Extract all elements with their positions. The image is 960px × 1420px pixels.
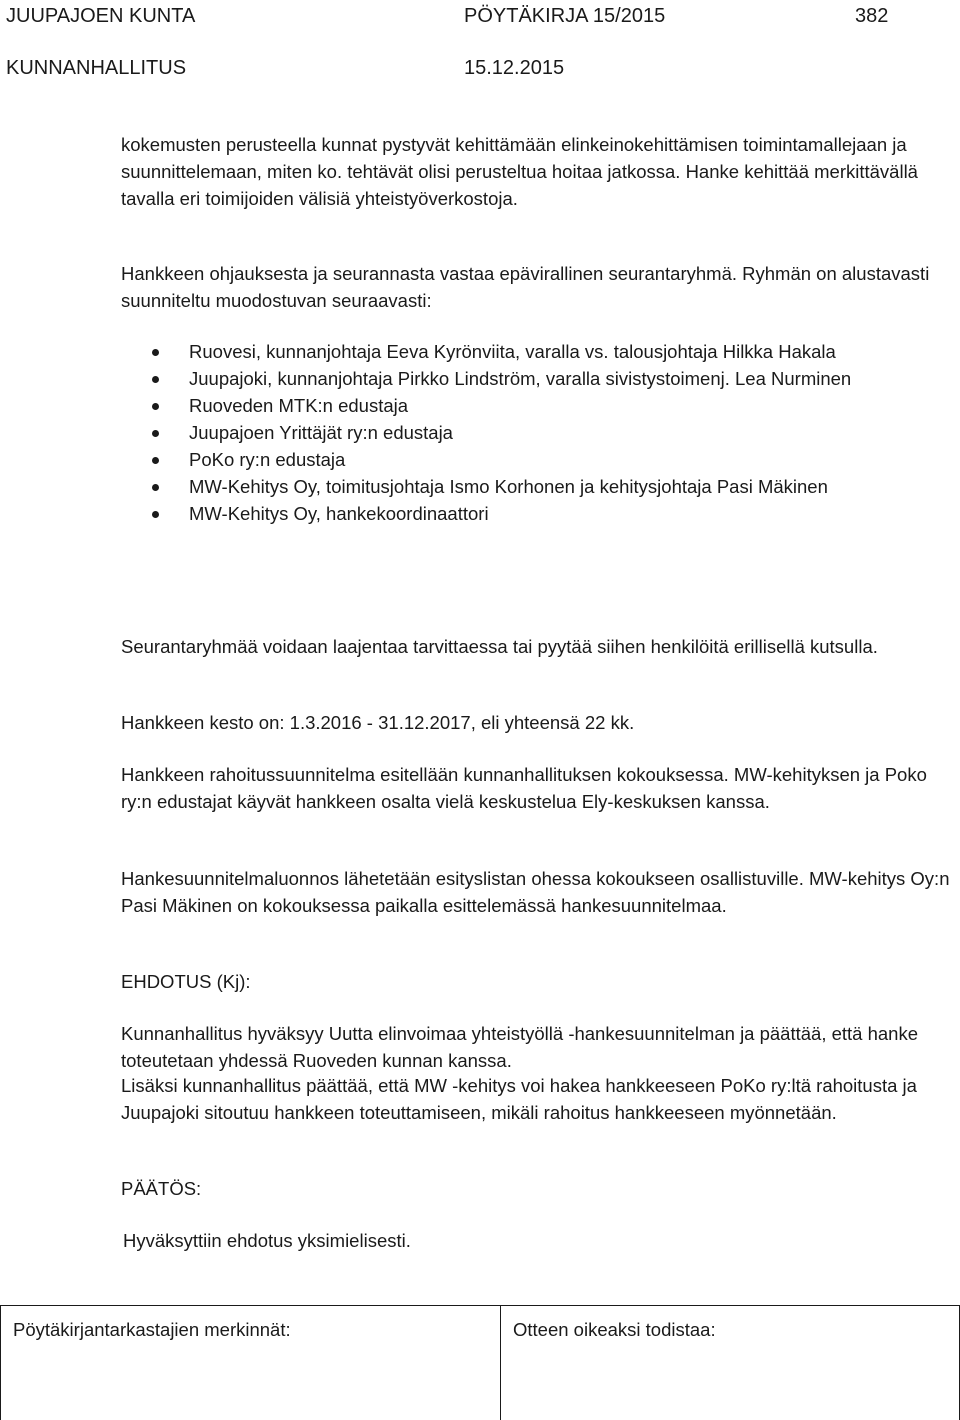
- board-name: KUNNANHALLITUS: [6, 57, 187, 79]
- list-item: [152, 419, 952, 446]
- reviewers-label: Pöytäkirjantarkastajien merkinnät:: [13, 1319, 291, 1340]
- decision-text: Hyväksyttiin ehdotus yksimielisesti.: [123, 1230, 411, 1251]
- member-text: Juupajoki, kunnanjohtaja Pirkko Lindström, varalla sivistystoimenj. Lea Nurminen: [189, 368, 852, 389]
- list-item: [152, 446, 952, 473]
- page-number: 382: [855, 5, 889, 27]
- expand-paragraph: Seurantaryhmää voidaan laajentaa tarvittaessa tai pyytää siihen henkilöitä erillisellä kutsulla.: [121, 636, 878, 657]
- member-list: [152, 338, 952, 527]
- bullet-icon: [152, 457, 159, 464]
- member-text: Juupajoen Yrittäjät ry:n edustaja: [189, 422, 453, 443]
- intro-paragraph: kokemusten perusteella kunnat pystyvät kehittämään elinkeinokehittämisen toimintamallejaan ja suunnittelemaan, miten ko. tehtävät olisi perusteltua hoitaa jatkossa. Hanke kehittää merkittävällä tavalla eri toimijoiden välisiä yhteistyöverkostoja.: [121, 134, 918, 209]
- bullet-icon: [152, 403, 159, 410]
- certified-label: Otteen oikeaksi todistaa:: [513, 1319, 716, 1340]
- bullet-icon: [152, 376, 159, 383]
- draft-paragraph: Hankesuunnitelmaluonnos lähetetään esityslistan ohessa kokoukseen osallistuville. MW-kehitys Oy:n Pasi Mäkinen on kokouksessa paikalla esittelemässä hankesuunnitelmaa.: [121, 868, 950, 916]
- certified-cell: [501, 1306, 960, 1420]
- bullet-icon: [152, 484, 159, 491]
- member-text: MW-Kehitys Oy, toimitusjohtaja Ismo Korhonen ja kehitysjohtaja Pasi Mäkinen: [189, 476, 828, 497]
- member-text: Ruovesi, kunnanjohtaja Eeva Kyrönviita, varalla vs. talousjohtaja Hilkka Hakala: [189, 341, 836, 362]
- list-item: [152, 500, 952, 527]
- proposal-heading: EHDOTUS (Kj):: [121, 971, 251, 992]
- bullet-icon: [152, 511, 159, 518]
- reviewers-cell: [1, 1306, 501, 1420]
- list-item: [152, 365, 952, 392]
- financing-paragraph: Hankkeen rahoitussuunnitelma esitellään kunnanhallituksen kokouksessa. MW-kehityksen ja Poko ry:n edustajat käyvät hankkeen osalta vielä keskustelua Ely-keskuksen kanssa.: [121, 764, 927, 812]
- decision-heading: PÄÄTÖS:: [121, 1178, 202, 1199]
- proposal-paragraph-2: Lisäksi kunnanhallitus päättää, että MW -kehitys voi hakea hankkeeseen PoKo ry:ltä rahoitusta ja Juupajoki sitoutuu hankkeen toteuttamiseen, mikäli rahoitus hankkeeseen myönnetään.: [121, 1075, 917, 1123]
- member-text: Ruoveden MTK:n edustaja: [189, 395, 409, 416]
- bullet-icon: [152, 349, 159, 356]
- list-item: [152, 338, 952, 365]
- member-text: PoKo ry:n edustaja: [189, 449, 346, 470]
- organization-name: JUUPAJOEN KUNTA: [6, 5, 196, 27]
- proposal-paragraph: Kunnanhallitus hyväksyy Uutta elinvoimaa yhteistyöllä -hankesuunnitelman ja päättää, että hanke toteutetaan yhdessä Ruoveden kunnan kanssa.: [121, 1023, 919, 1071]
- meeting-date: 15.12.2015: [464, 57, 565, 79]
- signature-box: [0, 1305, 960, 1420]
- list-item: [152, 392, 952, 419]
- member-text: MW-Kehitys Oy, hankekoordinaattori: [189, 503, 489, 524]
- duration-paragraph: Hankkeen kesto on: 1.3.2016 - 31.12.2017, eli yhteensä 22 kk.: [121, 712, 635, 733]
- bullet-icon: [152, 430, 159, 437]
- steering-paragraph: Hankkeen ohjauksesta ja seurannasta vastaa epävirallinen seurantaryhmä. Ryhmän on alustavasti suunniteltu muodostuvan seuraavasti:: [121, 263, 930, 311]
- list-item: [152, 473, 952, 500]
- document-title: PÖYTÄKIRJA 15/2015: [464, 5, 666, 27]
